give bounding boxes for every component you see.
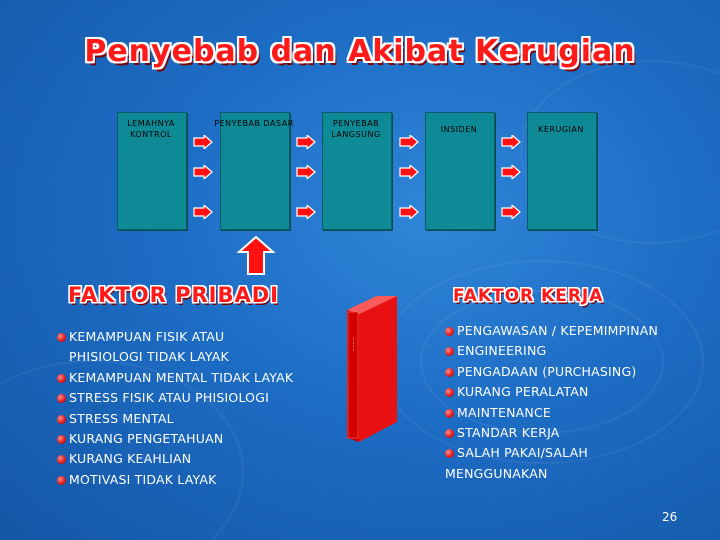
list-item: STRESS MENTAL bbox=[57, 409, 293, 429]
right-arrow-icon bbox=[399, 205, 419, 219]
right-arrow-icon bbox=[501, 165, 521, 179]
list-item: KEMAMPUAN MENTAL TIDAK LAYAK bbox=[57, 368, 293, 388]
right-arrow-icon bbox=[501, 135, 521, 149]
bullet-icon bbox=[445, 368, 454, 377]
box-label-lemahnya-kontrol: LEMAHNYA KONTROL bbox=[127, 119, 175, 139]
list-item: KURANG PERALATAN bbox=[445, 382, 658, 402]
list-item: PENGADAAN (PURCHASING) bbox=[445, 362, 658, 382]
right-arrow-icon bbox=[193, 165, 213, 179]
box-label-penyebab-langsung: PENYEBAB LANGSUNG bbox=[331, 119, 381, 139]
list-item: SALAH PAKAI/SALAH bbox=[445, 443, 658, 463]
list-item: KURANG KEAHLIAN bbox=[57, 449, 293, 469]
list-item: ENGINEERING bbox=[445, 341, 658, 361]
list-item: KURANG PENGETAHUAN bbox=[57, 429, 293, 449]
bullet-icon bbox=[445, 409, 454, 418]
list-item: MAINTENANCE bbox=[445, 403, 658, 423]
bullet-icon bbox=[445, 429, 454, 438]
right-arrow-icon bbox=[399, 135, 419, 149]
box-label-insiden: INSIDEN bbox=[440, 125, 478, 134]
list-item: KEMAMPUAN FISIK ATAU bbox=[57, 327, 293, 347]
box-penyebab-dasar bbox=[220, 112, 290, 230]
faktor-kerja-title: FAKTOR KERJA bbox=[453, 286, 604, 306]
list-item: PENGAWASAN / KEPEMIMPINAN bbox=[445, 321, 658, 341]
right-arrow-icon bbox=[193, 135, 213, 149]
list-item: MENGGUNAKAN bbox=[445, 465, 548, 481]
faktor-pribadi-title: FAKTOR PRIBADI bbox=[68, 283, 279, 307]
list-item: MOTIVASI TIDAK LAYAK bbox=[57, 470, 293, 490]
bullet-icon bbox=[57, 333, 66, 342]
list-item: STRESS FISIK ATAU PHISIOLOGI bbox=[57, 388, 293, 408]
list-item: STANDAR KERJA bbox=[445, 423, 658, 443]
slide-title: Penyebab dan Akibat Kerugian bbox=[84, 34, 636, 69]
bullet-icon bbox=[445, 449, 454, 458]
bullet-icon bbox=[57, 415, 66, 424]
bullet-icon bbox=[57, 394, 66, 403]
slab-divider bbox=[343, 296, 413, 446]
svg-text:......: ...... bbox=[351, 338, 359, 352]
right-arrow-icon bbox=[399, 165, 419, 179]
page-number: 26 bbox=[662, 510, 678, 524]
list-item: PHISIOLOGI TIDAK LAYAK bbox=[69, 349, 229, 365]
right-arrow-icon bbox=[501, 205, 521, 219]
up-arrow-icon bbox=[237, 236, 275, 276]
right-arrow-icon bbox=[296, 165, 316, 179]
bullet-icon bbox=[445, 327, 454, 336]
bullet-icon bbox=[445, 388, 454, 397]
right-arrow-icon bbox=[296, 135, 316, 149]
bullet-icon bbox=[57, 476, 66, 485]
right-arrow-icon bbox=[296, 205, 316, 219]
bullet-icon bbox=[57, 435, 66, 444]
faktor-kerja-list bbox=[445, 321, 658, 484]
bullet-icon bbox=[57, 374, 66, 383]
box-label-kerugian: KERUGIAN bbox=[538, 125, 584, 134]
bullet-icon bbox=[57, 455, 66, 464]
bullet-icon bbox=[445, 347, 454, 356]
box-label-penyebab-dasar: PENYEBAB DASAR bbox=[214, 119, 294, 128]
right-arrow-icon bbox=[193, 205, 213, 219]
faktor-pribadi-list bbox=[57, 327, 293, 490]
